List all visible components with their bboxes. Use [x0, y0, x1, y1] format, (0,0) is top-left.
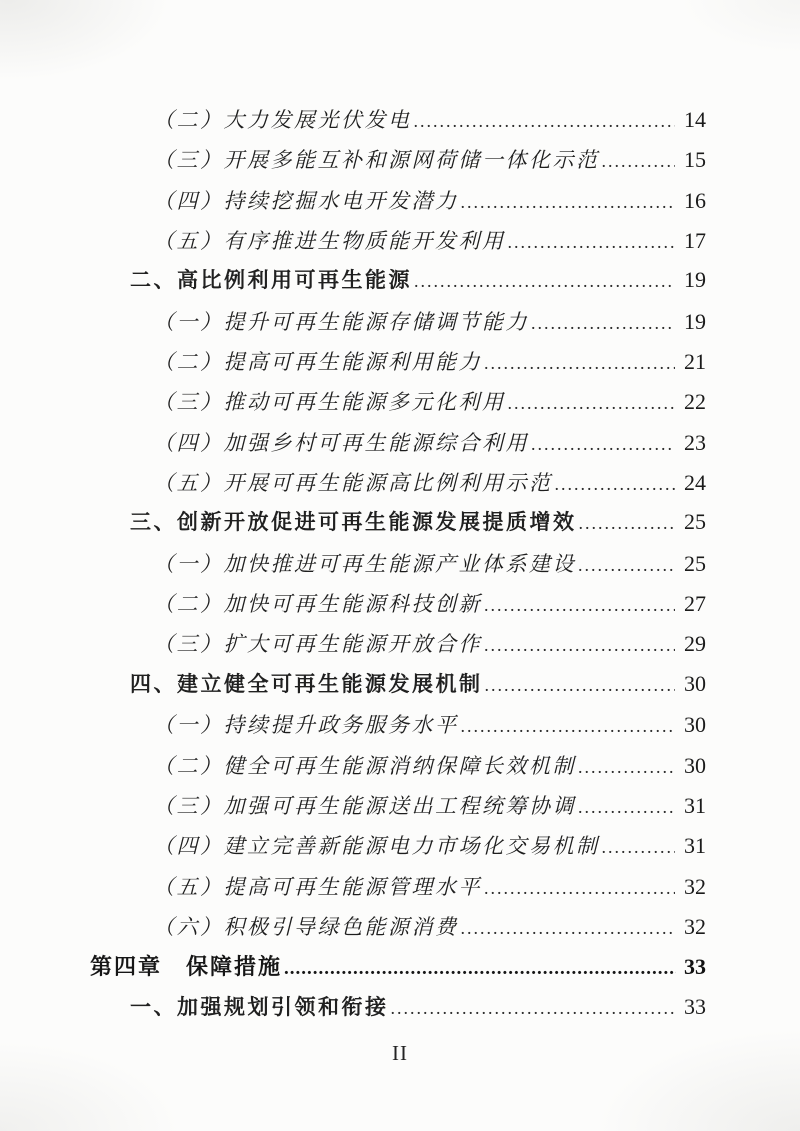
toc-entry-label: （三）推动可再生能源多元化利用 [153, 390, 506, 415]
toc-entry-sub [90, 100, 706, 140]
toc-entry-page-number: 14 [684, 107, 706, 132]
page-number-footer: II [392, 1041, 408, 1065]
toc-entry-label: 一、加强规划引领和衔接 [130, 995, 389, 1019]
toc-entry-page-number: 29 [684, 631, 706, 657]
toc-entry-sub [90, 544, 706, 584]
dot-leader [578, 797, 675, 818]
dot-leader [284, 958, 676, 980]
toc-entry-label: （五）开展可再生能源高比例利用示范 [153, 471, 553, 496]
dot-leader [414, 111, 676, 132]
toc-entry-page-number: 30 [684, 752, 706, 778]
dot-leader [461, 192, 676, 213]
toc-entry-page-number: 32 [684, 873, 706, 899]
dot-leader [508, 393, 676, 414]
toc-entry-label: （五）提高可再生能源管理水平 [153, 874, 482, 899]
dot-leader [508, 232, 676, 253]
toc-entry-label: （一）加快推进可再生能源产业体系建设 [153, 551, 576, 576]
toc-entry-label: （六）积极引导绿色能源消费 [153, 914, 459, 939]
toc-entry-label: （二）大力发展光伏发电 [153, 108, 412, 132]
toc-entry-section [90, 988, 706, 1028]
toc-entry-page-number: 19 [684, 267, 706, 293]
toc-entry-page-number: 31 [684, 833, 706, 859]
dot-leader [578, 757, 675, 778]
dot-leader [484, 635, 675, 656]
toc-entry-label: 第四章 保障措施 [90, 954, 283, 980]
toc-entry-label: （五）有序推进生物质能开发利用 [153, 229, 506, 254]
toc-entry-sub [90, 342, 706, 382]
dot-leader [578, 555, 675, 576]
dot-leader [391, 998, 676, 1019]
toc-entry-sub [90, 826, 706, 866]
toc-entry-label: （二）健全可再生能源消纳保障长效机制 [153, 753, 576, 778]
toc-entry-page-number: 32 [684, 913, 706, 939]
toc-entry-label: 四、建立健全可再生能源发展机制 [130, 672, 483, 696]
dot-leader [461, 918, 676, 939]
toc-entry-page-number: 24 [684, 470, 706, 496]
toc-entry-sub [90, 624, 706, 664]
dot-leader [579, 513, 676, 534]
toc-entry-sub [90, 302, 706, 342]
toc-entry-page-number: 15 [684, 147, 706, 173]
dot-leader [484, 353, 675, 374]
toc-entry-page-number: 30 [684, 712, 706, 738]
toc-entry-sub [90, 786, 706, 826]
dot-leader [531, 313, 675, 334]
toc-entry-chapter [90, 947, 706, 987]
toc-entry-page-number: 27 [684, 591, 706, 617]
toc-entry-label: （三）开展多能互补和源网荷储一体化示范 [153, 148, 600, 173]
toc-entry-label: （三）扩大可再生能源开放合作 [153, 632, 482, 657]
toc-entry-sub [90, 382, 706, 422]
toc-entry-page-number: 33 [684, 993, 706, 1019]
toc-entry-label: （一）提升可再生能源存储调节能力 [153, 309, 529, 334]
dot-leader [414, 271, 675, 292]
dot-leader [602, 151, 676, 172]
toc-entry-section [90, 261, 706, 301]
toc-entry-page-number: 21 [684, 349, 706, 375]
toc-entry-page-number: 23 [684, 429, 706, 455]
toc-entry-page-number: 33 [684, 954, 706, 980]
toc-entry-page-number: 31 [684, 792, 706, 818]
dot-leader [484, 595, 675, 616]
toc-entry-label: （四）建立完善新能源电力市场化交易机制 [153, 834, 600, 859]
dot-leader [602, 837, 676, 858]
toc-entry-sub [90, 463, 706, 503]
toc-entry-label: （一）持续提升政务服务水平 [153, 713, 459, 738]
toc-entry-page-number: 22 [684, 389, 706, 415]
toc-entry-label: （二）提高可再生能源利用能力 [153, 350, 482, 375]
toc-entry-page-number: 19 [684, 308, 706, 334]
toc-entry-sub [90, 140, 706, 180]
toc-entry-sub [90, 423, 706, 463]
toc-entry-sub [90, 181, 706, 221]
toc-entry-section [90, 503, 706, 543]
toc-entry-page-number: 25 [684, 509, 706, 535]
toc-entry-page-number: 30 [684, 670, 706, 696]
toc-entry-section [90, 665, 706, 705]
toc-entry-page-number: 16 [684, 187, 706, 213]
toc-entry-label: （四）持续挖掘水电开发潜力 [153, 188, 459, 213]
dot-leader [485, 675, 676, 696]
table-of-contents [90, 100, 706, 1028]
dot-leader [555, 474, 676, 495]
dot-leader [531, 434, 675, 455]
toc-entry-sub [90, 584, 706, 624]
toc-entry-label: （四）加强乡村可再生能源综合利用 [153, 430, 529, 455]
toc-entry-label: 三、创新开放促进可再生能源发展提质增效 [130, 511, 577, 535]
toc-entry-label: （二）加快可再生能源科技创新 [153, 592, 482, 617]
toc-entry-sub [90, 746, 706, 786]
toc-entry-label: （三）加强可再生能源送出工程统筹协调 [153, 793, 576, 818]
dot-leader [461, 716, 676, 737]
toc-entry-sub [90, 867, 706, 907]
toc-entry-page-number: 17 [684, 228, 706, 254]
toc-entry-label: 二、高比例利用可再生能源 [130, 269, 412, 293]
toc-entry-page-number: 25 [684, 550, 706, 576]
toc-entry-sub [90, 221, 706, 261]
dot-leader [484, 878, 675, 899]
toc-entry-sub [90, 907, 706, 947]
toc-entry-sub [90, 705, 706, 745]
